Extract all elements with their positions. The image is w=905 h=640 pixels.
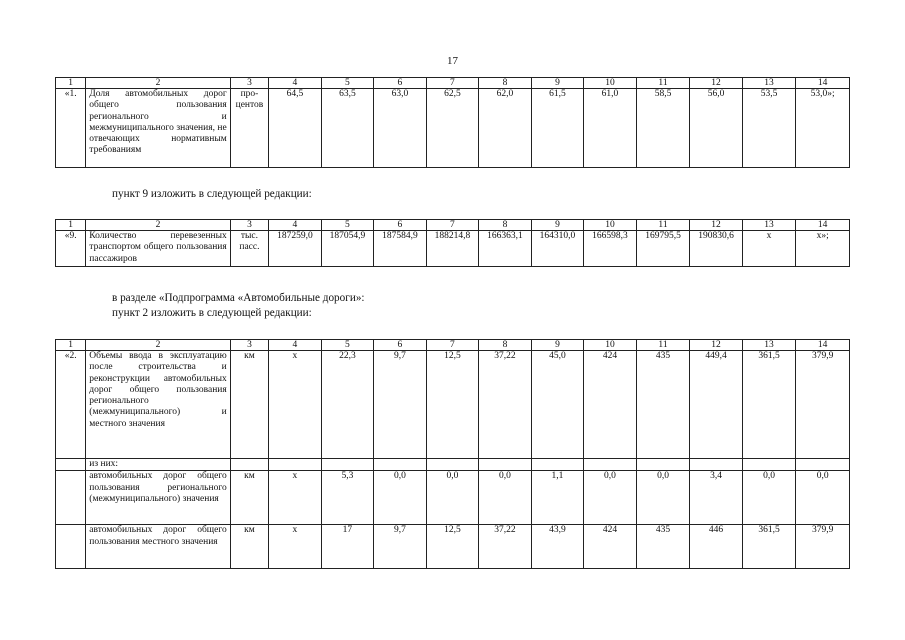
indicator-cell: Доля автомобильных дорог общего пользования регионального и межмуниципального значения, не отвечающих нормативным требованиям	[86, 89, 230, 168]
value-cell: 63,5	[321, 89, 374, 168]
value-cell: 12,5	[426, 525, 479, 569]
value-cell: 63,0	[374, 89, 427, 168]
value-cell: 17	[321, 525, 374, 569]
value-cell: 5,3	[321, 471, 374, 525]
header-cell: 2	[86, 220, 230, 231]
value-cell: 187584,9	[374, 231, 427, 267]
row-number-cell	[56, 459, 86, 471]
header-cell: 8	[479, 340, 532, 351]
value-cell: 43,9	[531, 525, 584, 569]
unit-cell	[230, 459, 268, 471]
value-cell: 1,1	[531, 471, 584, 525]
value-cell: 37,22	[479, 525, 532, 569]
value-cell: х	[269, 525, 322, 569]
value-cell: 61,5	[531, 89, 584, 168]
value-cell: 164310,0	[531, 231, 584, 267]
value-cell: 424	[584, 351, 637, 459]
value-cell: 446	[690, 525, 743, 569]
header-cell: 11	[636, 220, 690, 231]
value-cell: 188214,8	[426, 231, 479, 267]
value-cell: х	[269, 471, 322, 525]
value-cell: 62,0	[479, 89, 532, 168]
table-1	[55, 77, 850, 168]
header-cell: 5	[321, 78, 374, 89]
value-cell: 449,4	[690, 351, 743, 459]
value-cell: 0,0	[636, 471, 690, 525]
unit-cell: тыс. пасс.	[230, 231, 268, 267]
header-cell: 10	[584, 220, 637, 231]
header-cell: 3	[230, 340, 268, 351]
header-cell: 9	[531, 220, 584, 231]
header-cell: 13	[742, 340, 796, 351]
header-cell: 6	[374, 220, 427, 231]
value-cell: 45,0	[531, 351, 584, 459]
value-cell: 3,4	[690, 471, 743, 525]
header-cell: 6	[374, 78, 427, 89]
value-cell: 0,0	[742, 471, 796, 525]
unit-cell: км	[230, 525, 268, 569]
value-cell: 0,0	[426, 471, 479, 525]
header-cell: 14	[796, 220, 850, 231]
header-cell: 14	[796, 340, 850, 351]
header-cell: 4	[269, 78, 322, 89]
value-cell: 0,0	[584, 471, 637, 525]
value-cell	[690, 459, 743, 471]
page-number: 17	[447, 55, 458, 67]
text-section-roads: в разделе «Подпрограмма «Автомобильные дороги»:	[112, 292, 365, 304]
text-point-2: пункт 2 изложить в следующей редакции:	[112, 307, 312, 319]
value-cell: 58,5	[636, 89, 690, 168]
unit-cell: км	[230, 471, 268, 525]
value-cell: 9,7	[374, 351, 427, 459]
header-cell: 11	[636, 340, 690, 351]
header-cell: 9	[531, 78, 584, 89]
indicator-cell: Объемы ввода в эксплуатацию после строительства и реконструкции автомобильных дорог общего пользования регионального (межмуниципального) и местного значения	[86, 351, 230, 459]
value-cell: 22,3	[321, 351, 374, 459]
value-cell: 379,9	[796, 351, 850, 459]
value-cell	[531, 459, 584, 471]
table-row	[56, 351, 850, 459]
value-cell: 9,7	[374, 525, 427, 569]
header-cell: 13	[742, 220, 796, 231]
header-row	[56, 78, 850, 89]
value-cell: 361,5	[742, 525, 796, 569]
header-cell: 10	[584, 78, 637, 89]
value-cell: 0,0	[479, 471, 532, 525]
value-cell: х	[269, 351, 322, 459]
header-cell: 7	[426, 340, 479, 351]
value-cell: 190830,6	[690, 231, 743, 267]
indicator-cell: Количество перевезенных транспортом общего пользования пассажиров	[86, 231, 230, 267]
header-cell: 3	[230, 220, 268, 231]
value-cell: х	[742, 231, 796, 267]
value-cell: 64,5	[269, 89, 322, 168]
text-point-9: пункт 9 изложить в следующей редакции:	[112, 188, 312, 200]
header-cell: 12	[690, 340, 743, 351]
table-row	[56, 459, 850, 471]
value-cell: 166363,1	[479, 231, 532, 267]
header-cell: 13	[742, 78, 796, 89]
value-cell: 53,5	[742, 89, 796, 168]
table-2	[55, 219, 850, 267]
value-cell: 62,5	[426, 89, 479, 168]
value-cell: 187259,0	[269, 231, 322, 267]
header-cell: 12	[690, 78, 743, 89]
table-row	[56, 525, 850, 569]
indicator-cell: автомобильных дорог общего пользования местного значения	[86, 525, 230, 569]
value-cell	[742, 459, 796, 471]
table-row	[56, 89, 850, 168]
row-number-cell: «1.	[56, 89, 86, 168]
value-cell: 166598,3	[584, 231, 637, 267]
header-cell: 3	[230, 78, 268, 89]
value-cell	[374, 459, 427, 471]
value-cell	[636, 459, 690, 471]
header-cell: 12	[690, 220, 743, 231]
unit-cell: км	[230, 351, 268, 459]
header-cell: 1	[56, 340, 86, 351]
value-cell	[269, 459, 322, 471]
value-cell	[321, 459, 374, 471]
header-cell: 1	[56, 220, 86, 231]
table-row	[56, 471, 850, 525]
indicator-cell: автомобильных дорог общего пользования регионального (межмуниципального) значения	[86, 471, 230, 525]
header-cell: 10	[584, 340, 637, 351]
header-cell: 7	[426, 220, 479, 231]
header-cell: 1	[56, 78, 86, 89]
value-cell: 169795,5	[636, 231, 690, 267]
table-3	[55, 339, 850, 569]
value-cell	[479, 459, 532, 471]
value-cell: 361,5	[742, 351, 796, 459]
value-cell: 435	[636, 351, 690, 459]
header-cell: 8	[479, 220, 532, 231]
value-cell: 56,0	[690, 89, 743, 168]
header-cell: 8	[479, 78, 532, 89]
unit-cell: про-центов	[230, 89, 268, 168]
value-cell: 61,0	[584, 89, 637, 168]
row-number-cell	[56, 525, 86, 569]
table-row	[56, 231, 850, 267]
value-cell	[426, 459, 479, 471]
header-cell: 11	[636, 78, 690, 89]
header-cell: 5	[321, 340, 374, 351]
header-cell: 2	[86, 78, 230, 89]
value-cell	[796, 459, 850, 471]
value-cell: 379,9	[796, 525, 850, 569]
value-cell: 12,5	[426, 351, 479, 459]
value-cell: 53,0»;	[796, 89, 850, 168]
header-cell: 14	[796, 78, 850, 89]
value-cell: 435	[636, 525, 690, 569]
value-cell: 0,0	[374, 471, 427, 525]
value-cell	[584, 459, 637, 471]
header-cell: 7	[426, 78, 479, 89]
value-cell: х»;	[796, 231, 850, 267]
row-number-cell: «9.	[56, 231, 86, 267]
value-cell: 424	[584, 525, 637, 569]
value-cell: 37,22	[479, 351, 532, 459]
row-number-cell: «2.	[56, 351, 86, 459]
header-cell: 5	[321, 220, 374, 231]
header-cell: 4	[269, 220, 322, 231]
header-row	[56, 220, 850, 231]
value-cell: 187054,9	[321, 231, 374, 267]
header-cell: 6	[374, 340, 427, 351]
header-cell: 2	[86, 340, 230, 351]
header-row	[56, 340, 850, 351]
header-cell: 9	[531, 340, 584, 351]
header-cell: 4	[269, 340, 322, 351]
value-cell: 0,0	[796, 471, 850, 525]
indicator-cell: из них:	[86, 459, 230, 471]
row-number-cell	[56, 471, 86, 525]
